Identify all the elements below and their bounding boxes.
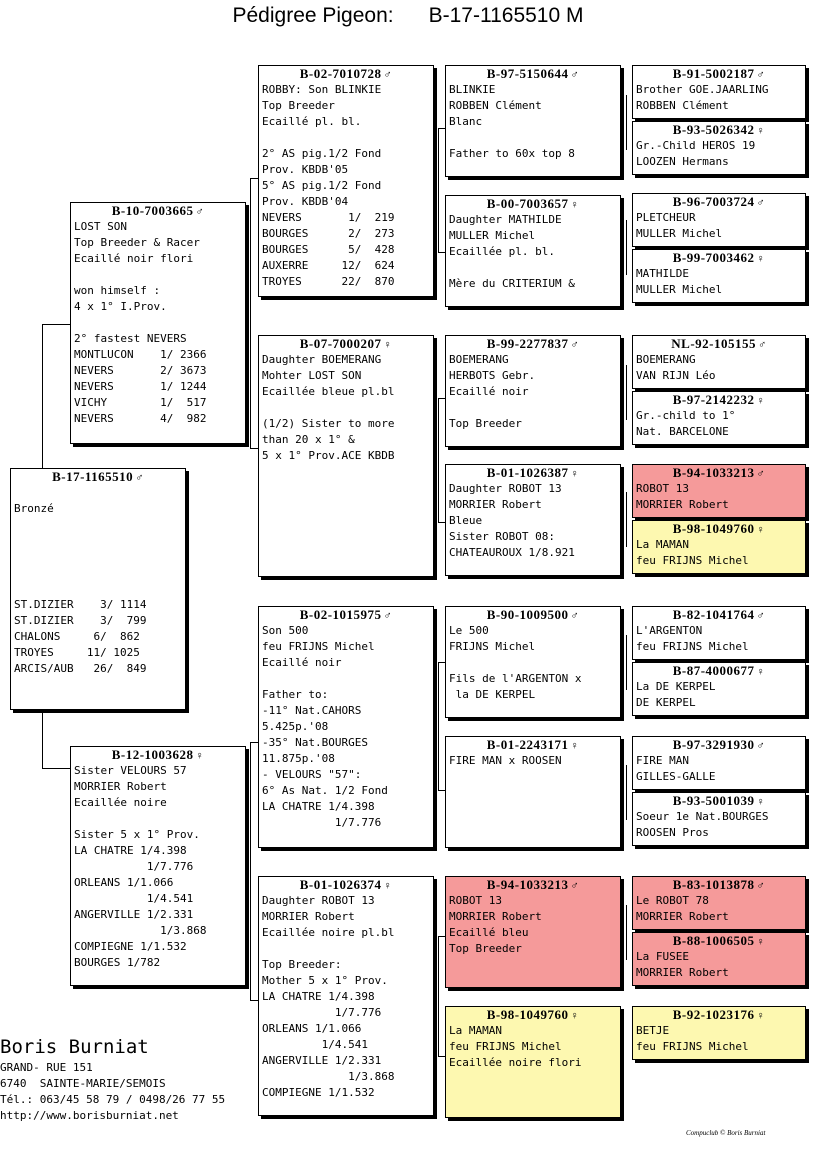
connector-line — [42, 324, 43, 468]
sex-symbol-icon: ♂ — [570, 880, 580, 892]
copyright-footer: Compuclub © Boris Burniat — [686, 1129, 766, 1137]
sex-symbol-icon: ♂ — [756, 468, 766, 480]
pigeon-card-sire[interactable] — [70, 202, 246, 444]
connector-line — [42, 710, 43, 768]
ring-number-header — [633, 122, 805, 138]
ring-number-header — [633, 793, 805, 809]
ring-number: B-01-2243171 — [486, 737, 569, 752]
sex-symbol-icon: ♀ — [195, 750, 205, 762]
ring-number-header — [446, 66, 620, 82]
ring-number: B-90-1009500 — [486, 607, 569, 622]
pigeon-card-ggm-4[interactable] — [445, 1006, 621, 1118]
pigeon-details: MATHILDE MULLER Michel — [636, 267, 723, 296]
pigeon-card-sire-sire[interactable] — [258, 65, 434, 297]
pigeon-card-gen4-6[interactable] — [632, 391, 806, 445]
pigeon-details: BOEMERANG VAN RIJN Léo — [636, 353, 716, 382]
pigeon-card-ggm-2[interactable] — [445, 464, 621, 576]
ring-number-header — [633, 1007, 805, 1023]
connector-line — [250, 322, 251, 448]
pigeon-card-ggf-1[interactable] — [445, 65, 621, 177]
pigeon-details: La DE KERPEL DE KERPEL — [636, 680, 716, 709]
pigeon-card-gen4-11[interactable] — [632, 736, 806, 790]
page-title: Pédigree Pigeon: B-17-1165510 M — [232, 4, 584, 27]
breeder-address: GRAND- RUE 151 6740 SAINTE-MARIE/SEMOIS Tél.: 063/45 58 79 / 0498/26 77 55 http://www.borisburniat.net — [0, 1061, 226, 1122]
ring-number-header — [633, 877, 805, 893]
ring-number-header — [633, 521, 805, 537]
ring-number: B-91-5002187 — [672, 66, 755, 81]
ring-number: B-02-1015975 — [299, 607, 382, 622]
connector-line — [438, 128, 439, 252]
ring-number: B-93-5026342 — [672, 122, 755, 137]
pigeon-card-ggm-3[interactable] — [445, 736, 621, 848]
breeder-name: Boris Burniat — [0, 1036, 149, 1058]
ring-number-header — [71, 747, 245, 763]
sex-symbol-icon: ♂ — [383, 69, 393, 81]
ring-number-header — [446, 877, 620, 893]
ring-number-header — [71, 203, 245, 219]
ring-number: B-97-2142232 — [672, 392, 755, 407]
pigeon-card-dam-sire[interactable] — [258, 606, 434, 848]
pigeon-card-gen4-9[interactable] — [632, 606, 806, 660]
ring-number-header — [446, 737, 620, 753]
ring-number-header — [446, 196, 620, 212]
pigeon-details: FIRE MAN GILLES-GALLE — [636, 754, 716, 783]
pigeon-details: Daughter BOEMERANG Mohter LOST SON Ecaillée bleue pl.bl (1/2) Sister to more than 20 x 1° & 5 x 1° Prov.ACE KBDB — [262, 353, 395, 462]
pigeon-card-gen4-15[interactable] — [632, 1006, 806, 1060]
ring-number: B-98-1049760 — [486, 1007, 569, 1022]
pigeon-card-gen4-1[interactable] — [632, 65, 806, 119]
pigeon-details: BOEMERANG HERBOTS Gebr. Ecaillé noir Top Breeder — [449, 353, 536, 430]
sex-symbol-icon: ♂ — [756, 740, 766, 752]
pigeon-card-subject[interactable] — [10, 468, 186, 710]
ring-number-header — [633, 663, 805, 679]
pigeon-details: PLETCHEUR MULLER Michel — [636, 211, 723, 240]
pigeon-details: Gr.-child to 1° Nat. BARCELONE — [636, 409, 736, 438]
ring-number: B-99-7003462 — [672, 250, 755, 265]
sex-symbol-icon: ♂ — [756, 610, 766, 622]
pigeon-details: Daughter ROBOT 13 MORRIER Robert Bleue Sister ROBOT 08: CHATEAUROUX 1/8.921 — [449, 482, 575, 559]
connector-line — [250, 178, 251, 322]
ring-number-header — [633, 336, 805, 352]
sex-symbol-icon: ♀ — [756, 253, 766, 265]
pigeon-card-gen4-4[interactable] — [632, 249, 806, 303]
connector-line — [626, 492, 627, 547]
pigeon-card-gen4-14[interactable] — [632, 932, 806, 986]
ring-number: B-88-1006505 — [672, 933, 755, 948]
pigeon-card-gen4-8[interactable] — [632, 520, 806, 574]
ring-number-header — [446, 607, 620, 623]
connector-line — [438, 936, 439, 1056]
ring-number: B-01-1026387 — [486, 465, 569, 480]
ring-number: NL-92-105155 — [671, 336, 756, 351]
ring-number: B-83-1013878 — [672, 877, 755, 892]
ring-number-header — [633, 465, 805, 481]
sex-symbol-icon: ♀ — [756, 796, 766, 808]
ring-number: B-87-4000677 — [672, 663, 755, 678]
ring-number: B-97-3291930 — [672, 737, 755, 752]
sex-symbol-icon: ♂ — [570, 69, 580, 81]
sex-symbol-icon: ♀ — [756, 936, 766, 948]
ring-number: B-94-1033213 — [672, 465, 755, 480]
sex-symbol-icon: ♂ — [135, 472, 144, 484]
pigeon-details: La MAMAN feu FRIJNS Michel — [636, 538, 749, 567]
pigeon-card-dam[interactable] — [70, 746, 246, 986]
pigeon-details: La MAMAN feu FRIJNS Michel Ecaillée noire flori — [449, 1024, 582, 1069]
sex-symbol-icon: ♂ — [570, 610, 580, 622]
sex-symbol-icon: ♂ — [383, 610, 393, 622]
sex-symbol-icon: ♀ — [570, 468, 580, 480]
pigeon-details: Soeur 1e Nat.BOURGES ROOSEN Pros — [636, 810, 769, 839]
pigeon-card-gen4-12[interactable] — [632, 792, 806, 846]
ring-number-header — [259, 336, 433, 352]
pigeon-card-gen4-13[interactable] — [632, 876, 806, 930]
pigeon-card-gen4-2[interactable] — [632, 121, 806, 175]
pigeon-details: ROBOT 13 MORRIER Robert — [636, 482, 729, 511]
ring-number-header — [259, 66, 433, 82]
sex-symbol-icon: ♀ — [756, 395, 766, 407]
ring-number-header — [633, 250, 805, 266]
pigeon-details: BETJE feu FRIJNS Michel — [636, 1024, 749, 1053]
sex-symbol-icon: ♀ — [756, 125, 766, 137]
pigeon-details: Le 500 FRIJNS Michel Fils de l'ARGENTON x la DE KERPEL — [449, 624, 582, 701]
pigeon-details: Le ROBOT 78 MORRIER Robert — [636, 894, 729, 923]
ring-number: B-99-2277837 — [486, 336, 569, 351]
connector-line — [626, 905, 627, 960]
ring-number: B-97-5150644 — [486, 66, 569, 81]
connector-line — [42, 768, 70, 769]
pigeon-details: Daughter ROBOT 13 MORRIER Robert Ecaillée noire pl.bl Top Breeder: Mother 5 x 1° Prov. LA CHATRE 1/4.398 1/7.776 ORLEANS 1/1.066 1/4.541 ANGERVILLE 1/2.331 1/3.868 COMPIEGNE 1/1.532 — [262, 894, 395, 1099]
sex-symbol-icon: ♀ — [756, 666, 766, 678]
ring-number: B-82-1041764 — [672, 607, 755, 622]
ring-number: B-17-1165510 — [52, 469, 134, 484]
sex-symbol-icon: ♂ — [195, 206, 205, 218]
sex-symbol-icon: ♀ — [756, 524, 766, 536]
connector-line — [438, 398, 439, 522]
ring-number-header — [259, 877, 433, 893]
pigeon-card-ggf-4[interactable] — [445, 876, 621, 988]
pigeon-details: Brother GOE.JAARLING ROBBEN Clément — [636, 83, 769, 112]
pigeon-details: FIRE MAN x ROOSEN — [449, 754, 562, 767]
connector-line — [42, 324, 70, 325]
sex-symbol-icon: ♀ — [570, 740, 580, 752]
ring-number: B-98-1049760 — [672, 521, 755, 536]
pigeon-details: BLINKIE ROBBEN Clément Blanc Father to 60x top 8 — [449, 83, 575, 160]
sex-symbol-icon: ♂ — [570, 339, 580, 351]
pigeon-card-gen4-3[interactable] — [632, 193, 806, 247]
ring-number-header — [259, 607, 433, 623]
pigeon-card-gen4-5[interactable] — [632, 335, 806, 389]
connector-line — [250, 742, 258, 743]
pigeon-card-ggm-1[interactable] — [445, 195, 621, 307]
sex-symbol-icon: ♂ — [756, 880, 766, 892]
ring-number: B-92-1023176 — [672, 1007, 755, 1022]
ring-number-header — [633, 737, 805, 753]
ring-number-header — [446, 465, 620, 481]
pigeon-card-gen4-10[interactable] — [632, 662, 806, 716]
pigeon-card-ggf-2[interactable] — [445, 335, 621, 447]
connector-line — [250, 178, 258, 179]
ring-number: B-07-7000207 — [299, 336, 382, 351]
connector-line — [626, 635, 627, 690]
pigeon-card-gen4-7[interactable] — [632, 464, 806, 518]
ring-number: B-10-7003665 — [111, 203, 194, 218]
connector-line — [626, 220, 627, 275]
connector-line — [250, 1000, 258, 1001]
connector-line — [250, 742, 251, 890]
connector-line — [626, 365, 627, 420]
ring-number-header — [633, 933, 805, 949]
pigeon-details: ROBOT 13 MORRIER Robert Ecaillé bleu Top Breeder — [449, 894, 542, 955]
sex-symbol-icon: ♂ — [756, 69, 766, 81]
ring-number: B-01-1026374 — [299, 877, 382, 892]
ring-number-header — [633, 194, 805, 210]
sex-symbol-icon: ♀ — [383, 339, 393, 351]
ring-number: B-93-5001039 — [672, 793, 755, 808]
pigeon-details: Bronzé ST.DIZIER 3/ 1114 ST.DIZIER 3/ 799 CHALONS 6/ 862 TROYES 11/ 1025 ARCIS/AUB 26/ 849 — [14, 502, 147, 675]
ring-number: B-94-1033213 — [486, 877, 569, 892]
pigeon-details: Sister VELOURS 57 MORRIER Robert Ecaillée noire Sister 5 x 1° Prov. LA CHATRE 1/4.398 1/7.776 ORLEANS 1/1.066 1/4.541 ANGERVILLE 1/2.331 1/3.868 COMPIEGNE 1/1.532 BOURGES 1/782 — [74, 764, 207, 969]
pigeon-card-dam-dam[interactable] — [258, 876, 434, 1116]
ring-number: B-96-7003724 — [672, 194, 755, 209]
sex-symbol-icon: ♀ — [383, 880, 393, 892]
pigeon-details: Gr.-Child HEROS 19 LOOZEN Hermans — [636, 139, 756, 168]
pigeon-details: Son 500 feu FRIJNS Michel Ecaillé noir Father to: -11° Nat.CAHORS 5.425p.'08 -35° Nat.BOURGES 11.875p.'08 - VELOURS "57": 6° As Nat. 1/2 Fond LA CHATRE 1/4.398 1/7.776 — [262, 624, 388, 829]
sex-symbol-icon: ♂ — [757, 339, 767, 351]
connector-line — [438, 662, 439, 790]
ring-number: B-02-7010728 — [299, 66, 382, 81]
ring-number-header — [633, 66, 805, 82]
ring-number-header — [633, 607, 805, 623]
ring-number-header — [446, 336, 620, 352]
ring-number: B-12-1003628 — [111, 747, 194, 762]
sex-symbol-icon: ♀ — [756, 1010, 766, 1022]
pigeon-details: Daughter MATHILDE MULLER Michel Ecaillée pl. bl. Mère du CRITERIUM & — [449, 213, 575, 290]
pigeon-details: LOST SON Top Breeder & Racer Ecaillé noir flori won himself : 4 x 1° I.Prov. 2° fastest NEVERS MONTLUCON 1/ 2366 NEVERS 2/ 3673 NEVERS 1/ 1244 VICHY 1/ 517 NEVERS 4/ 982 — [74, 220, 207, 425]
sex-symbol-icon: ♀ — [570, 199, 580, 211]
connector-line — [250, 448, 258, 449]
pigeon-card-sire-dam[interactable] — [258, 335, 434, 577]
ring-number-header — [11, 469, 185, 485]
pigeon-details: La FUSEE MORRIER Robert — [636, 950, 729, 979]
connector-line — [626, 95, 627, 150]
ring-number-header — [446, 1007, 620, 1023]
connector-line — [626, 765, 627, 820]
pigeon-card-ggf-3[interactable] — [445, 606, 621, 718]
sex-symbol-icon: ♀ — [570, 1010, 580, 1022]
ring-number: B-00-7003657 — [486, 196, 569, 211]
connector-line — [250, 890, 251, 1000]
sex-symbol-icon: ♂ — [756, 197, 766, 209]
pigeon-details: L'ARGENTON feu FRIJNS Michel — [636, 624, 749, 653]
pigeon-details: ROBBY: Son BLINKIE Top Breeder Ecaillé pl. bl. 2° AS pig.1/2 Fond Prov. KBDB'05 5° AS pig.1/2 Fond Prov. KBDB'04 NEVERS 1/ 219 BOURGES 2/ 273 BOURGES 5/ 428 AUXERRE 12/ 624 TROYES 22/ 870 — [262, 83, 395, 288]
ring-number-header — [633, 392, 805, 408]
